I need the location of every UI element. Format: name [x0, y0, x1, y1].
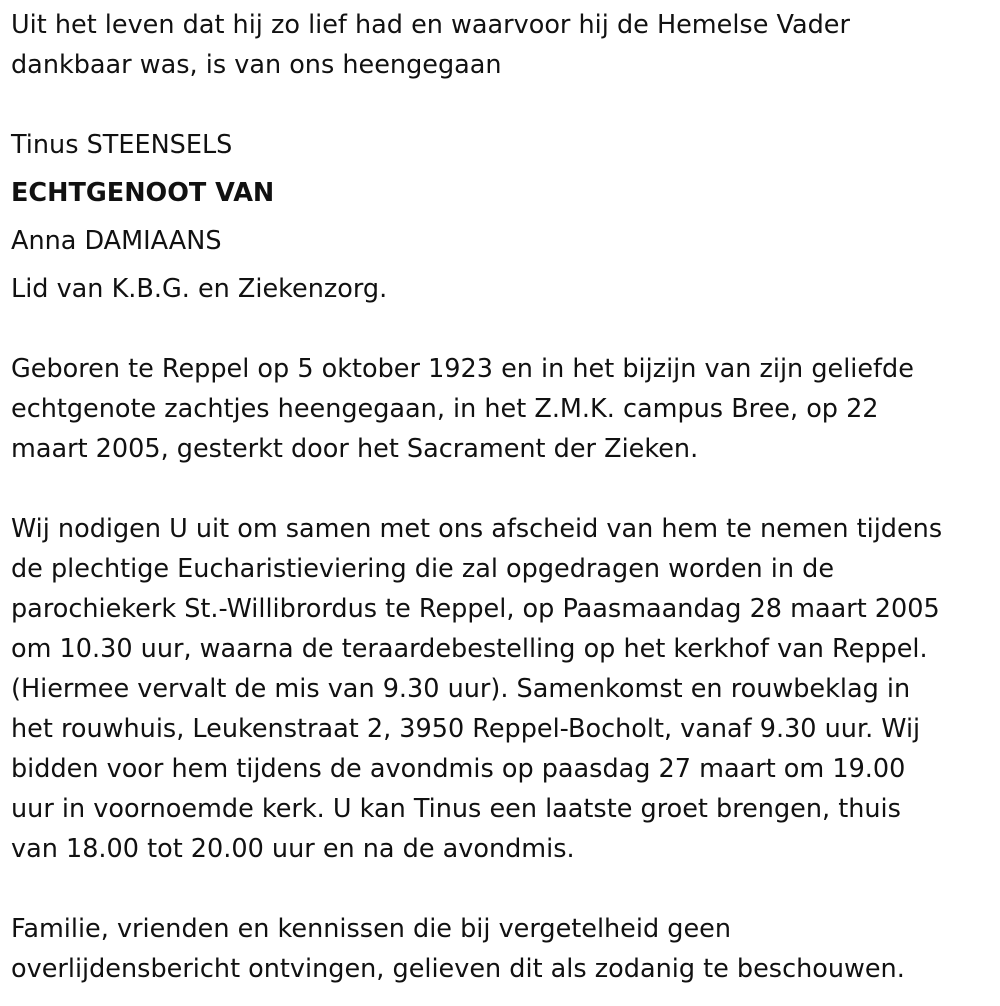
invitation-line: het rouwhuis, Leukenstraat 2, 3950 Reppel-Bocholt, vanaf 9.30 uur. Wij — [11, 714, 921, 744]
spacer — [11, 469, 996, 509]
invitation-paragraph — [11, 509, 996, 869]
intro-paragraph — [11, 5, 996, 85]
closing-paragraph — [11, 909, 996, 989]
closing-line: Familie, vrienden en kennissen die bij vergetelheid geen — [11, 914, 731, 944]
intro-line: Uit het leven dat hij zo lief had en waarvoor hij de Hemelse Vader — [11, 10, 850, 40]
spacer — [11, 869, 996, 909]
birth-line: echtgenote zachtjes heengegaan, in het Z.M.K. campus Bree, op 22 — [11, 394, 879, 424]
birth-line: maart 2005, gesterkt door het Sacrament der Zieken. — [11, 434, 699, 464]
invitation-line: Wij nodigen U uit om samen met ons afscheid van hem te nemen tijdens — [11, 514, 943, 544]
deceased-name: Tinus STEENSELS — [11, 130, 233, 160]
spacer — [11, 313, 996, 349]
spouse-name: Anna DAMIAANS — [11, 226, 222, 256]
invitation-line: parochiekerk St.-Willibrordus te Reppel, op Paasmaandag 28 maart 2005 — [11, 594, 940, 624]
invitation-line: (Hiermee vervalt de mis van 9.30 uur). Samenkomst en rouwbeklag in — [11, 674, 911, 704]
invitation-line: bidden voor hem tijdens de avondmis op paasdag 27 maart om 19.00 — [11, 754, 906, 784]
invitation-line: van 18.00 tot 20.00 uur en na de avondmis. — [11, 834, 575, 864]
spouse-heading: ECHTGENOOT VAN — [11, 178, 275, 208]
birth-line: Geboren te Reppel op 5 oktober 1923 en in het bijzijn van zijn geliefde — [11, 354, 914, 384]
membership: Lid van K.B.G. en Ziekenzorg. — [11, 274, 388, 304]
intro-line: dankbaar was, is van ons heengegaan — [11, 50, 502, 80]
birth-paragraph — [11, 349, 996, 469]
spacer — [11, 85, 996, 125]
closing-line: overlijdensbericht ontvingen, gelieven dit als zodanig te beschouwen. — [11, 954, 905, 984]
invitation-line: om 10.30 uur, waarna de teraardebestelling op het kerkhof van Reppel. — [11, 634, 928, 664]
invitation-line: uur in voornoemde kerk. U kan Tinus een laatste groet brengen, thuis — [11, 794, 901, 824]
death-notice — [11, 5, 996, 989]
invitation-line: de plechtige Eucharistieviering die zal opgedragen worden in de — [11, 554, 835, 584]
